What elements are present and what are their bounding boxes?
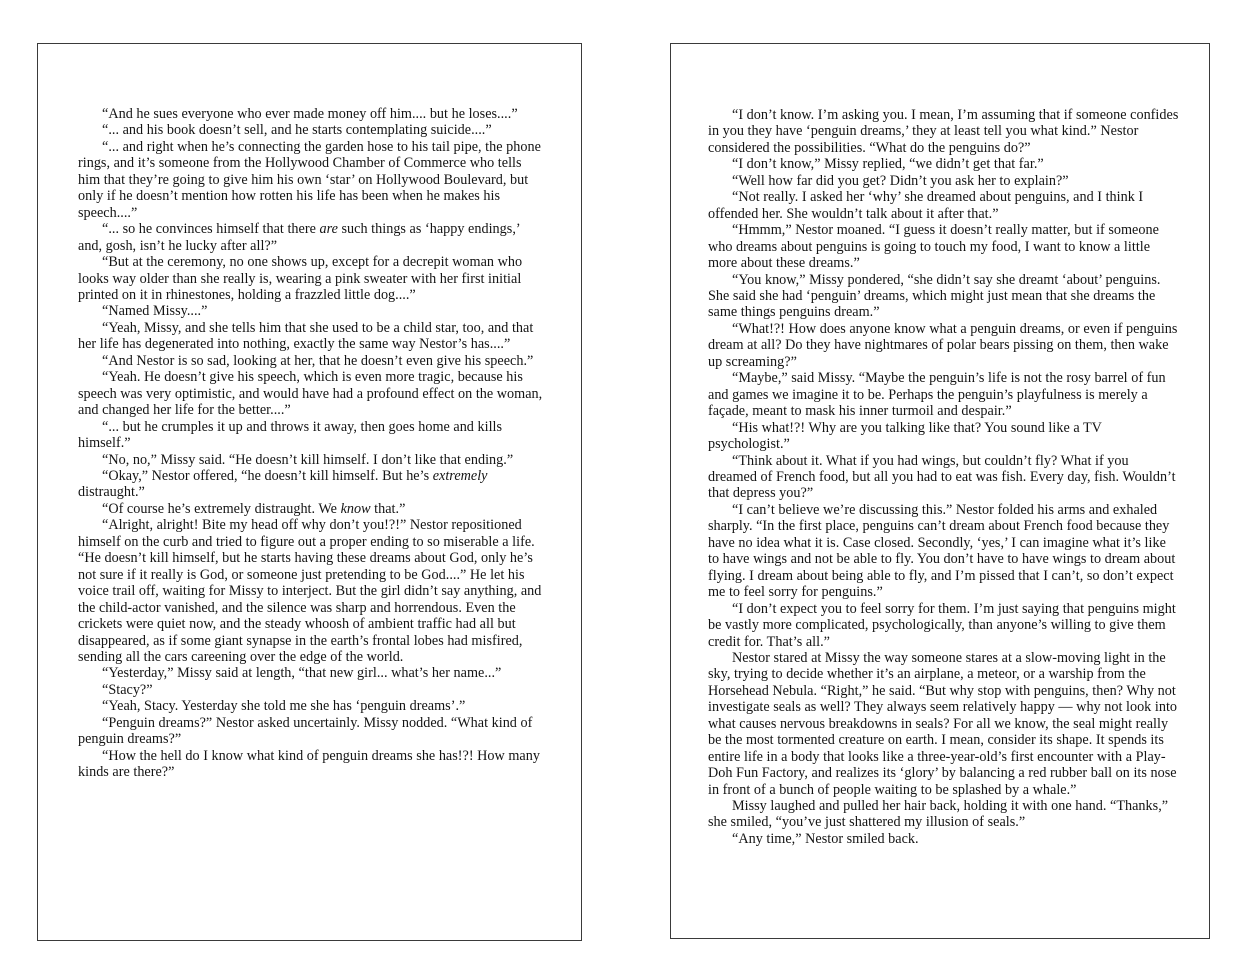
paragraph-text: “Maybe,” said Missy. “Maybe the penguin’s life is not the rosy barrel of fun and games we imagine it to be. Perhaps the penguin’s playfulness is merely a façade, meant to mask his inner turmoil and despair.” bbox=[708, 370, 1166, 420]
paragraph-text: “I don’t expect you to feel sorry for them. I’m just saying that penguins might be vastly more complicated, psychologically, than anyone’s willing to give them credit for. That’s all.” bbox=[708, 600, 1176, 650]
left-page-paragraph bbox=[78, 452, 544, 468]
paragraph-text: “What!?! How does anyone know what a penguin dreams, or even if penguins dream at all? Do they have nightmares of polar bears pissing on them, then wake up screaming?” bbox=[708, 320, 1178, 370]
left-page-paragraph bbox=[78, 748, 544, 781]
paragraph-text: Nestor stared at Missy the way someone stares at a slow-moving light in the sky, trying to decide whether it’s an airplane, a meteor, or a warship from the Horsehead Nebula. “Right,” he said. “But why stop with penguins, then? Why not investigate seals as well? They always seem relatively happy — why not look into what causes nervous breakdowns in seals? For all we know, the seal might really be the most tormented creature on earth. I mean, consider its shape. It spends its entire life in a body that looks like a three-year-old’s first encounter with a Play-Doh Fun Factory, and realizes its ‘glory’ by balancing a red rubber ball on its nose in front of a bunch of people waiting to be splashed by a whale.” bbox=[708, 649, 1178, 798]
right-page-paragraph bbox=[708, 173, 1180, 189]
paragraph-text: “Named Missy....” bbox=[102, 303, 208, 320]
right-page-paragraph bbox=[708, 453, 1180, 502]
left-page-paragraph bbox=[78, 122, 544, 138]
left-page-text bbox=[78, 106, 544, 781]
paragraph-text: “Yeah. He doesn’t give his speech, which is even more tragic, because his speech was very optimistic, and would have had a profound effect on the woman, and changed her life for the better....” bbox=[78, 369, 543, 419]
paragraph-text: “Okay,” Nestor offered, “he doesn’t kill himself. But he’s bbox=[102, 467, 433, 484]
paragraph-text: “Stacy?” bbox=[102, 681, 153, 698]
paragraph-text: “His what!?! Why are you talking like that? You sound like a TV psychologist.” bbox=[708, 419, 1102, 453]
right-page-paragraph bbox=[708, 222, 1180, 271]
paragraph-text: “... and his book doesn’t sell, and he starts contemplating suicide....” bbox=[102, 122, 492, 139]
right-page-paragraph bbox=[708, 107, 1180, 156]
left-page-paragraph bbox=[78, 501, 544, 517]
right-page-paragraph bbox=[708, 650, 1180, 798]
left-page-paragraph bbox=[78, 715, 544, 748]
paragraph-text: “Yeah, Missy, and she tells him that she used to be a child star, too, and that her life has degenerated into nothing, exactly the same way Nestor’s has....” bbox=[78, 319, 534, 353]
right-page-paragraph bbox=[708, 420, 1180, 453]
paragraph-text: “And Nestor is so sad, looking at her, that he doesn’t even give his speech.” bbox=[102, 352, 534, 369]
left-page-paragraph bbox=[78, 303, 544, 319]
left-page-paragraph bbox=[78, 419, 544, 452]
paragraph-text: “Hmmm,” Nestor moaned. “I guess it doesn’t really matter, but if someone who dreams about penguins is going to touch my food, I want to know a little more about these dreams.” bbox=[708, 222, 1159, 272]
paragraph-text: “I can’t believe we’re discussing this.” Nestor folded his arms and exhaled sharply. “In the first place, penguins can’t dream about French food because they have no idea what it is. Case closed. Secondly, ‘yes,’ I can imagine what it’s like to have wings and not be able to fly. You don’t have to have wings to dream about flying. I dream about being able to fly, and I’m pissed that I can’t, so don’t expect me to feel sorry for penguins.” bbox=[708, 501, 1176, 601]
paragraph-text: “Of course he’s extremely distraught. We bbox=[102, 500, 341, 517]
paragraph-text: “Not really. I asked her ‘why’ she dreamed about penguins, and I think I offended her. She wouldn’t talk about it after that.” bbox=[708, 189, 1144, 222]
paragraph-text: “I don’t know,” Missy replied, “we didn’t get that far.” bbox=[732, 156, 1044, 173]
paragraph-text: “Any time,” Nestor smiled back. bbox=[732, 830, 919, 847]
paragraph-text: “I don’t know. I’m asking you. I mean, I’m assuming that if someone confides in you they have ‘penguin dreams,’ they at least tell you what kind.” Nestor considered the possibilities. “What do the penguins do?” bbox=[708, 107, 1179, 156]
right-page-paragraph bbox=[708, 272, 1180, 321]
left-page-paragraph bbox=[78, 369, 544, 418]
right-page-paragraph bbox=[708, 189, 1180, 222]
paragraph-text: “And he sues everyone who ever made money off him.... but he loses....” bbox=[102, 106, 518, 122]
paragraph-text: Missy laughed and pulled her hair back, holding it with one hand. “Thanks,” she smiled, “you’ve just shattered my illusion of seals.” bbox=[708, 798, 1169, 831]
paragraph-text: such things as ‘happy endings,’ and, gosh, isn’t he lucky after all?” bbox=[78, 221, 520, 254]
right-page-text bbox=[708, 107, 1180, 847]
left-page-paragraph bbox=[78, 517, 544, 665]
paragraph-text: “Think about it. What if you had wings, but couldn’t fly? What if you dreamed of French food, but all you had to eat was fish. Every day, fish. Wouldn’t that depress you?” bbox=[708, 452, 1176, 502]
right-page bbox=[670, 43, 1210, 939]
left-page-paragraph bbox=[78, 698, 544, 714]
paragraph-text: “Penguin dreams?” Nestor asked uncertainly. Missy nodded. “What kind of penguin dreams?” bbox=[78, 714, 533, 748]
paragraph-text: “Yesterday,” Missy said at length, “that new girl... what’s her name...” bbox=[102, 665, 502, 682]
italic-text: know bbox=[340, 500, 371, 517]
left-page bbox=[37, 43, 582, 941]
left-page-paragraph bbox=[78, 254, 544, 303]
left-page-paragraph bbox=[78, 106, 544, 122]
right-page-paragraph bbox=[708, 370, 1180, 419]
right-page-paragraph bbox=[708, 502, 1180, 601]
left-page-paragraph bbox=[78, 320, 544, 353]
paragraph-text: “But at the ceremony, no one shows up, except for a decrepit woman who looks way older than she really is, wearing a pink sweater with her first initial printed on it in rhinestones, holding a frazzled little dog....” bbox=[78, 254, 523, 303]
italic-text: are bbox=[319, 221, 338, 238]
right-page-paragraph bbox=[708, 831, 1180, 847]
paragraph-text: “You know,” Missy pondered, “she didn’t say she dreamt ‘about’ penguins. She said she had ‘penguin’ dreams, which might just mean that she dreams the same things penguins dream.” bbox=[708, 271, 1161, 321]
right-page-paragraph bbox=[708, 321, 1180, 370]
paragraph-text: “Yeah, Stacy. Yesterday she told me she has ‘penguin dreams’.” bbox=[102, 698, 466, 715]
left-page-paragraph bbox=[78, 665, 544, 681]
paragraph-text: “No, no,” Missy said. “He doesn’t kill himself. I don’t like that ending.” bbox=[102, 451, 514, 468]
right-page-paragraph bbox=[708, 601, 1180, 650]
paragraph-text: “Well how far did you get? Didn’t you ask her to explain?” bbox=[732, 172, 1069, 189]
left-page-paragraph bbox=[78, 682, 544, 698]
paragraph-text: “How the hell do I know what kind of penguin dreams she has!?! How many kinds are there?” bbox=[78, 747, 540, 781]
left-page-paragraph bbox=[78, 468, 544, 501]
paragraph-text: that.” bbox=[370, 500, 406, 517]
left-page-paragraph bbox=[78, 353, 544, 369]
right-page-paragraph bbox=[708, 156, 1180, 172]
left-page-paragraph bbox=[78, 139, 544, 221]
italic-text: extremely bbox=[432, 467, 488, 484]
paragraph-text: “Alright, alright! Bite my head off why don’t you!?!” Nestor repositioned himself on the curb and tried to figure out a proper ending to so miserable a life. “He doesn’t kill himself, but he starts having these dreams about God, only he’s not sure if it really is God, or someone just pretending to be God....” He let his voice trail off, waiting for Missy to interject. But the girl didn’t say anything, and the child-actor vanished, and the silence was sharp and horrendous. Even the crickets were quiet now, and the steady whoosh of ambient traffic had all but disappeared, as if some giant synapse in the earth’s frontal lobes had misfired, sending all the cars careening over the edge of the world. bbox=[78, 517, 542, 665]
paragraph-text: distraught.” bbox=[78, 484, 145, 501]
left-page-paragraph bbox=[78, 221, 544, 254]
right-page-paragraph bbox=[708, 798, 1180, 831]
paragraph-text: “... but he crumples it up and throws it away, then goes home and kills himself.” bbox=[78, 418, 503, 452]
paragraph-text: “... and right when he’s connecting the garden hose to his tail pipe, the phone rings, and it’s someone from the Hollywood Chamber of Commerce who tells him that they’re going to give him his own ‘star’ on Hollywood Boulevard, but only if he doesn’t mention how rotten his life has been when he makes his speech....” bbox=[78, 138, 541, 221]
paragraph-text: “... so he convinces himself that there bbox=[102, 221, 320, 238]
